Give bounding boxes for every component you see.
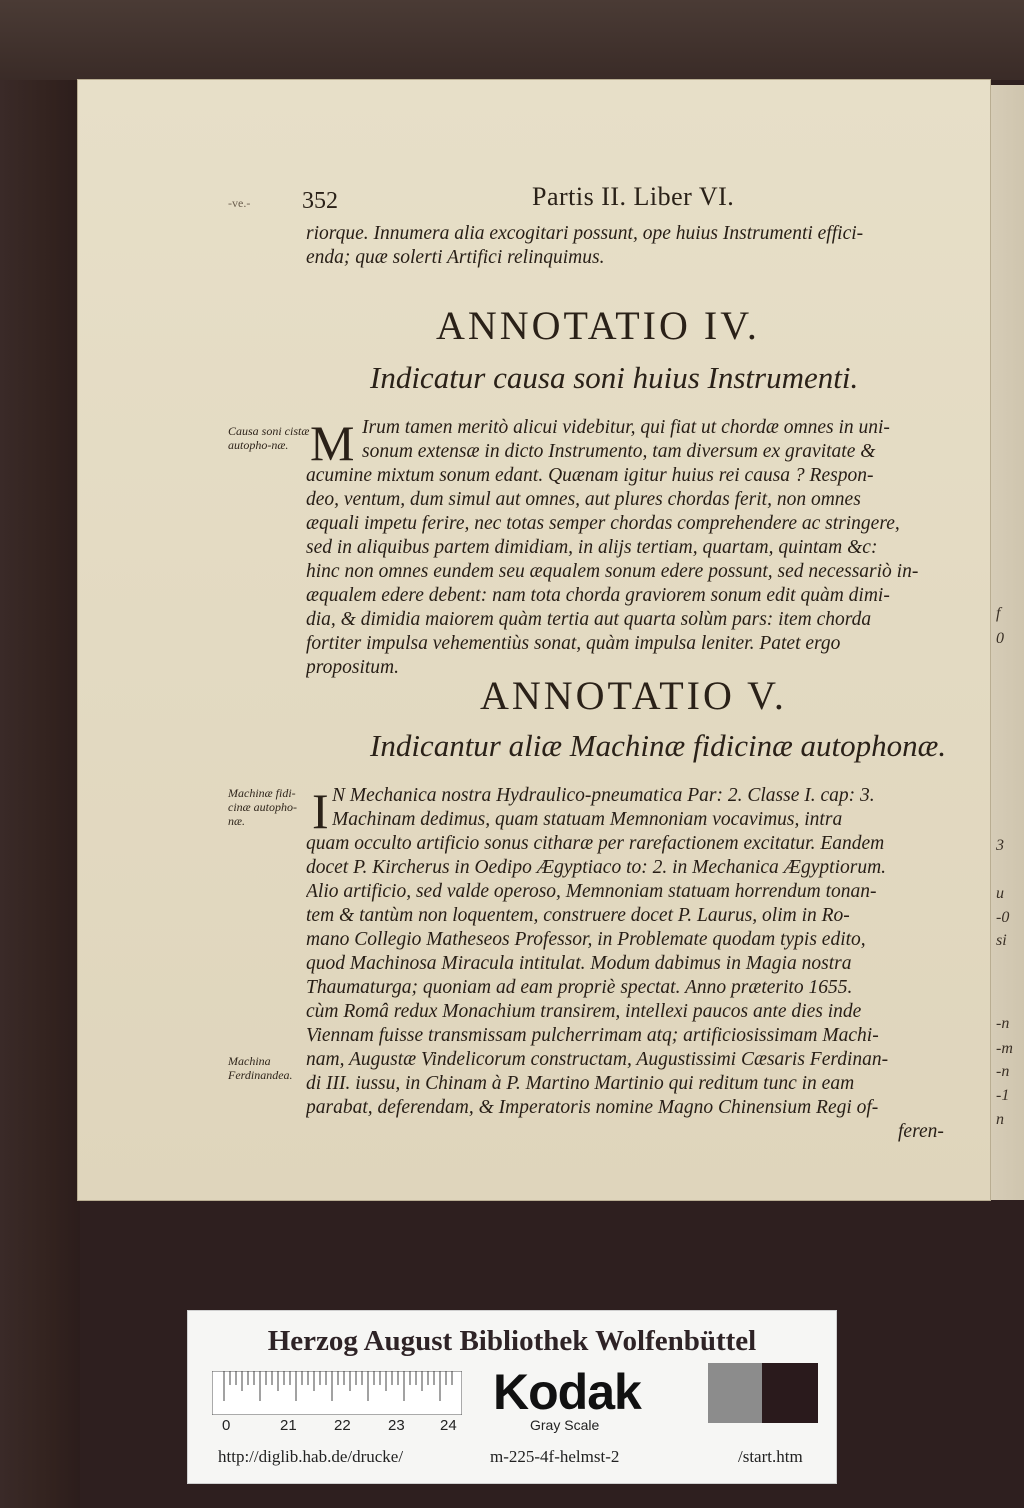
gray-swatch — [708, 1363, 762, 1423]
ruler-label: 24 — [440, 1417, 457, 1434]
library-target-card — [187, 1310, 837, 1484]
margin-note: Causa soni cistæ autopho-næ. — [228, 424, 310, 452]
facing-page-fragment: -1 — [996, 1087, 1010, 1104]
text-line: æqualem edere debent: nam tota chorda graviorem sonum edit quàm dimi- — [306, 585, 890, 606]
shelfmark: m-225-4f-helmst-2 — [490, 1447, 620, 1466]
page-number: 352 — [302, 188, 338, 214]
text-line: parabat, deferendam, & Imperatoris nomine Magno Chinensium Regi of- — [306, 1097, 879, 1118]
start-page-link: /start.htm — [738, 1447, 803, 1466]
text-line: propositum. — [306, 657, 399, 678]
text-line: æquali impetu ferire, nec totas semper chordas comprehendere ac stringere, — [306, 513, 900, 534]
text-line: Irum tamen meritò alicui videbitur, qui fiat ut chordæ omnes in uni- — [362, 417, 890, 438]
facing-page-fragment: 0 — [996, 630, 1004, 647]
dark-swatch — [762, 1363, 818, 1423]
drop-cap: I — [312, 783, 329, 839]
text-line: enda; quæ solerti Artifici relinquimus. — [306, 247, 605, 268]
text-line: riorque. Innumera alia excogitari possunt, ope huius Instrumenti effici- — [306, 223, 864, 244]
text-line: nam, Augustæ Vindelicorum constructam, Augustissimi Cæsaris Ferdinan- — [306, 1049, 889, 1070]
text-line: quam occulto artificio sonus citharæ per rarefactionem excitatur. Eandem — [306, 833, 885, 854]
facing-page-fragment: f — [996, 605, 1001, 622]
facing-page-fragment: si — [996, 932, 1007, 949]
facing-page-fragment: -n — [996, 1015, 1010, 1032]
scanner-background-left — [0, 0, 80, 1508]
facing-page-fragment: u — [996, 885, 1004, 902]
section-heading: ANNOTATIO IV. — [436, 303, 760, 348]
text-line: hinc non omnes eundem seu æqualem sonum edere possunt, sed necessariò in- — [306, 561, 919, 582]
section-subheading: Indicatur causa soni huius Instrumenti. — [370, 360, 859, 395]
scanner-background-top — [0, 0, 1024, 80]
ruler-label: 22 — [334, 1417, 351, 1434]
text-line: docet P. Kircherus in Oedipo Ægyptiaco to: 2. in Mechanica Ægyptiorum. — [306, 857, 887, 878]
margin-note: Machinæ fidi-cinæ autopho-næ. — [228, 786, 297, 828]
ruler-labels — [212, 1417, 472, 1439]
ruler-label: 21 — [280, 1417, 297, 1434]
margin-note: Machina Ferdinandea. — [228, 1054, 293, 1082]
facing-page-fragment: 3 — [996, 837, 1004, 854]
facing-page-fragment: n — [996, 1111, 1004, 1128]
text-line: deo, ventum, dum simul aut omnes, aut plures chordas ferit, non omnes — [306, 489, 861, 510]
margin-mark: -ve.- — [228, 196, 251, 210]
gray-scale-label: Gray Scale — [530, 1417, 600, 1433]
facing-page-fragment: -n — [996, 1063, 1010, 1080]
facing-page-edge — [990, 85, 1024, 1200]
text-line: Thaumaturga; quoniam ad eam propriè spectat. Anno præterito 1655. — [306, 977, 853, 998]
text-line: sonum extensæ in dicto Instrumento, tam diversum ex gravitate & — [362, 441, 876, 462]
text-line: sed in aliquibus partem dimidiam, in alijs tertiam, quartam, quintam &c: — [306, 537, 878, 558]
text-line: dia, & dimidia maiorem quàm tertia aut quarta solùm pars: item chorda — [306, 609, 872, 630]
library-url: http://diglib.hab.de/drucke/ — [218, 1447, 404, 1466]
text-line: tem & tantùm non loquentem, construere docet P. Laurus, olim in Ro- — [306, 905, 850, 926]
section-subheading: Indicantur aliæ Machinæ fidicinæ autophonæ. — [370, 728, 947, 763]
text-line: Viennam fuisse transmissam pulcherrimam atq; artificiosissimam Machi- — [306, 1025, 879, 1046]
drop-cap: M — [310, 415, 355, 471]
kodak-logo: Kodak — [493, 1364, 641, 1420]
facing-page-fragment: -m — [996, 1040, 1013, 1057]
text-line: mano Collegio Matheseos Professor, in Problemate quodam typis edito, — [306, 929, 866, 950]
text-line: quod Machinosa Miracula intitulat. Modum dabimus in Magia nostra — [306, 953, 852, 974]
facing-page-fragment: -0 — [996, 909, 1010, 926]
text-line: Alio artificio, sed valde operoso, Memnoniam statuam horrendum tonan- — [306, 881, 877, 902]
library-name: Herzog August Bibliothek Wolfenbüttel — [267, 1325, 757, 1357]
text-line: Machinam dedimus, quam statuam Memnoniam vocavimus, intra — [332, 809, 843, 830]
ruler-label: 23 — [388, 1417, 405, 1434]
section-heading: ANNOTATIO V. — [480, 673, 787, 718]
text-line: di III. iussu, in Chinam à P. Martino Martinio qui reditum tunc in eam — [306, 1073, 855, 1094]
ruler-label: 0 — [222, 1417, 231, 1434]
text-line: fortiter impulsa vehementiùs sonat, quàm impulsa leniter. Patet ergo — [306, 633, 841, 654]
text-line: N Mechanica nostra Hydraulico-pneumatica Par: 2. Classe I. cap: 3. — [332, 785, 875, 806]
catchword: feren- — [898, 1121, 944, 1142]
text-line: cùm Româ redux Monachium transirem, intellexi paucos ante dies inde — [306, 1001, 862, 1022]
ruler-scale — [212, 1371, 462, 1415]
text-line: acumine mixtum sonum edant. Quænam igitur huius rei causa ? Respon- — [306, 465, 874, 486]
running-title: Partis II. Liber VI. — [532, 182, 735, 211]
